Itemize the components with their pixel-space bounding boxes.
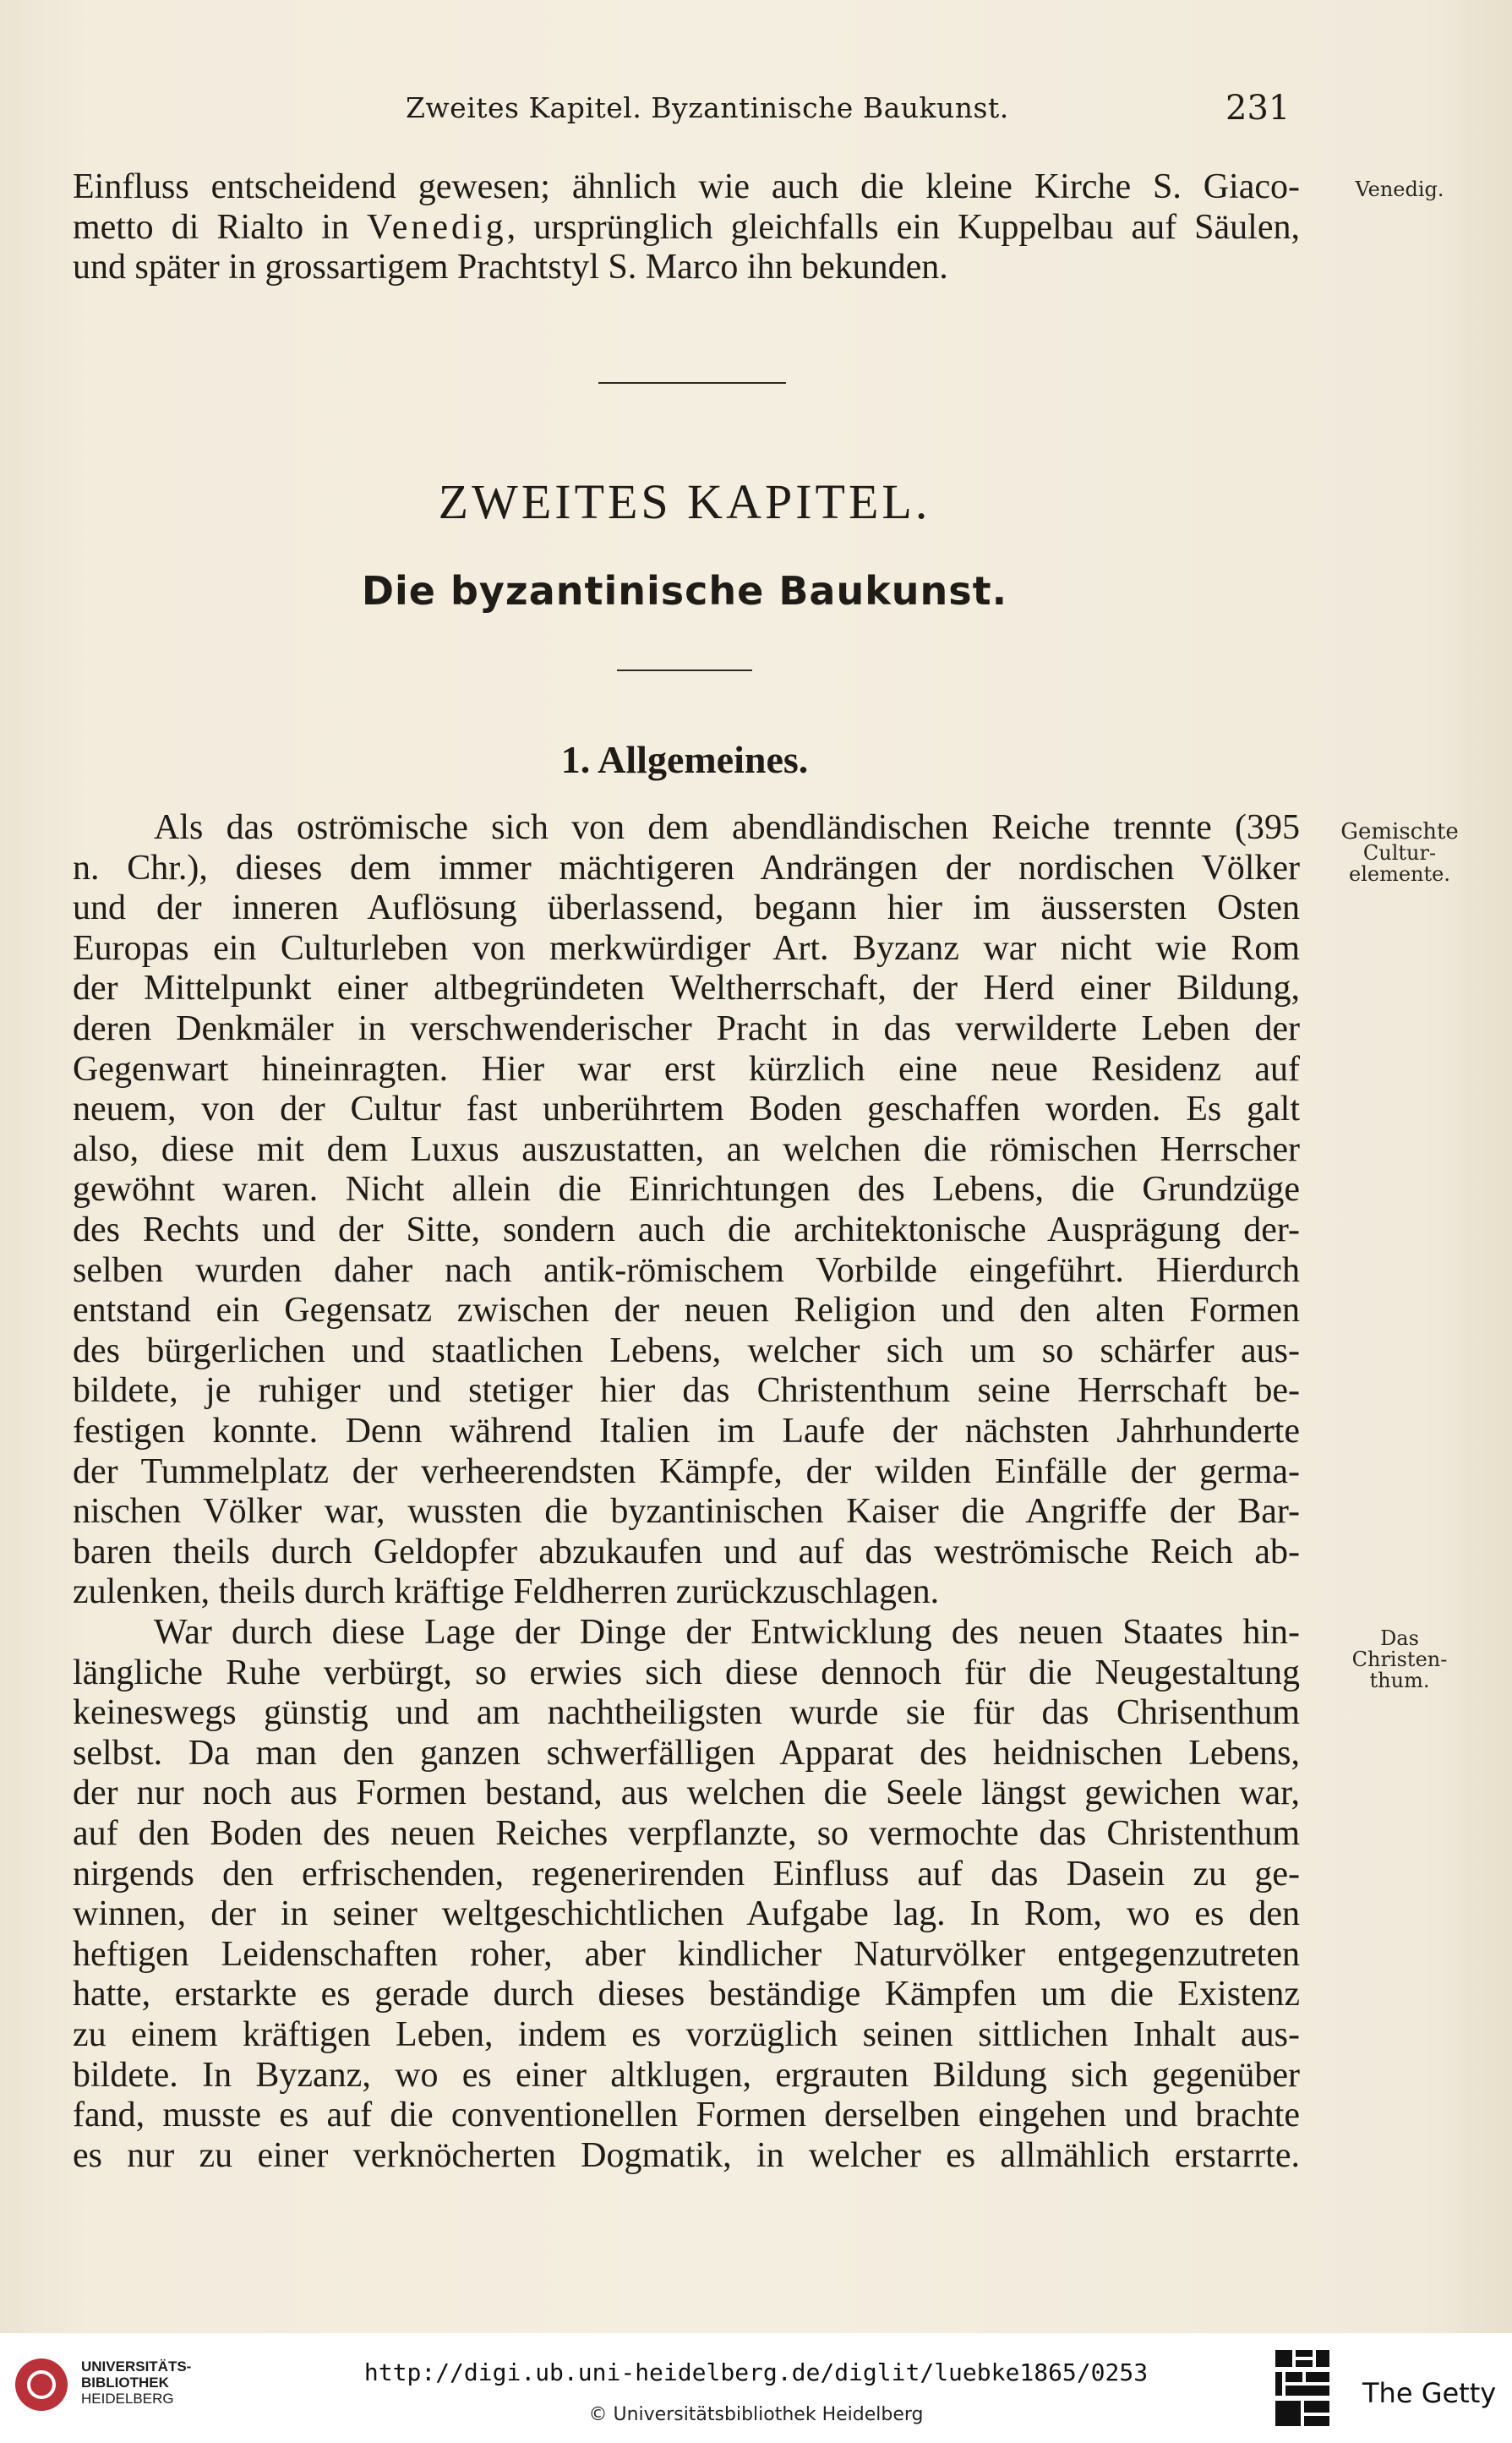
text-line: der Mittelpunkt einer altbegründeten Weltherrschaft, der Herd einer Bildung, [73, 969, 1300, 1008]
text-line: Europas ein Culturleben von merkwürdiger Art. Byzanz war nicht wie Rom [73, 928, 1300, 968]
margin-note-venedig: Venedig. [1355, 178, 1444, 201]
library-name: UNIVERSITÄTS- BIBLIOTHEK HEIDELBERG [81, 2358, 192, 2407]
getty-logo-icon [1272, 2347, 1333, 2431]
text-line: auf den Boden des neuen Reiches verpflanzte, so vermochte das Christenthum [73, 1813, 1300, 1853]
text-line: deren Denkmäler in verschwenderischer Pracht in das verwilderte Leben der [73, 1008, 1300, 1048]
text-line: selbst. Da man den ganzen schwerfälligen Apparat des heidnischen Lebens, [73, 1733, 1300, 1773]
section-heading: 1. Allgemeines. [560, 738, 809, 781]
chapter-title: ZWEITES KAPITEL. [438, 474, 931, 529]
copyright-notice: © Universitätsbibliothek Heidelberg [588, 2404, 924, 2425]
text-line: n. Chr.), dieses dem immer mächtigeren Andrängen der nordischen Völker [73, 848, 1300, 888]
text-line: bildete. In Byzanz, wo es einer altklugen, ergrauten Bildung sich gegenüber [73, 2055, 1300, 2095]
margin-note-gemischte: Gemischte Cultur- elemente. [1340, 819, 1459, 886]
text-line: gewöhnt waren. Nicht allein die Einrichtungen des Lebens, die Grundzüge [73, 1170, 1300, 1210]
text-line: winnen, der in seiner weltgeschichtlichen Aufgabe lag. In Rom, wo es den [73, 1894, 1300, 1934]
text-line: des Rechts und der Sitte, sondern auch die architektonische Ausprägung der- [73, 1210, 1300, 1249]
text-line: hatte, erstarkte es gerade durch dieses beständige Kämpfen um die Existenz [73, 1975, 1300, 2014]
text-line: zu einem kräftigen Leben, indem es vorzüglich seinen sittlichen Inhalt aus- [73, 2014, 1300, 2054]
text-line: heftigen Leidenschaften roher, aber kindlicher Naturvölker entgegenzutreten [73, 1934, 1300, 1974]
chapter-subtitle: Die byzantinische Baukunst. [361, 568, 1008, 614]
text-line: neuem, von der Cultur fast unberührtem Boden geschaffen worden. Es galt [73, 1090, 1300, 1129]
text-line: längliche Ruhe verbürgt, so erwies sich diese dennoch für die Neugestaltung [73, 1653, 1300, 1692]
place-name-venedig: Venedig [367, 207, 507, 247]
text-line: selben wurden daher nach antik-römischem Vorbilde eingeführt. Hierdurch [73, 1250, 1300, 1290]
text-line: festigen konnte. Denn während Italien im Laufe der nächsten Jahrhunderte [73, 1411, 1300, 1451]
divider-rule [598, 382, 786, 384]
text-line: Als das oströmische sich von dem abendländischen Reiche trennte (395 [154, 808, 1300, 847]
paragraph-2 [73, 1613, 1300, 2176]
text-line: War durch diese Lage der Dinge der Entwicklung des neuen Staates hin- [154, 1613, 1300, 1652]
text-line: Gegenwart hineinragten. Hier war erst kürzlich eine neue Residenz auf [73, 1049, 1300, 1089]
text-line: zulenken, theils durch kräftige Feldherren zurückzuschlagen. [73, 1572, 940, 1612]
text-line: metto di Rialto in Venedig, ursprünglich gleichfalls ein Kuppelbau auf Säulen, [73, 207, 1300, 247]
text-line: also, diese mit dem Luxus auszustatten, an welchen die römischen Herrscher [73, 1129, 1300, 1169]
text-line: es nur zu einer verknöcherten Dogmatik, in welcher es allmählich erstarrte. [73, 2135, 1300, 2175]
text-line: entstand ein Gegensatz zwischen der neuen Religion und den alten Formen [73, 1291, 1300, 1331]
text-line: bildete, je ruhiger und stetiger hier das Christenthum seine Herrschaft be- [73, 1371, 1300, 1411]
footer-bar [0, 2333, 1512, 2443]
text-line: der Tummelplatz der verheerendsten Kämpfe, der wilden Einfälle der germa- [73, 1451, 1300, 1491]
text-line: keineswegs günstig und am nachtheiligsten wurde sie für das Chrisenthum [73, 1693, 1300, 1733]
text-line: nirgends den erfrischenden, regenerirenden Einfluss auf das Dasein zu ge- [73, 1854, 1300, 1894]
intro-paragraph [73, 167, 1300, 288]
margin-note-christenthum: Das Christen- thum. [1351, 1626, 1448, 1692]
text-line: nischen Völker war, wussten die byzantinischen Kaiser die Angriffe der Bar- [73, 1492, 1300, 1532]
text-line: des bürgerlichen und staatlichen Lebens, welcher sich um so schärfer aus- [73, 1331, 1300, 1370]
text-line: und der inneren Auflösung überlassend, begann hier im äussersten Osten [73, 888, 1300, 928]
getty-name: The Getty [1362, 2377, 1497, 2409]
text-line: fand, musste es auf die conventionellen Formen derselben eingehen und brachte [73, 2096, 1300, 2135]
text-line: baren theils durch Geldopfer abzukaufen und auf das weströmische Reich ab- [73, 1532, 1300, 1571]
divider-rule [617, 670, 752, 671]
running-head: Zweites Kapitel. Byzantinische Baukunst. [406, 91, 1009, 124]
text-line: der nur noch aus Formen bestand, aus welchen die Seele längst gewichen war, [73, 1773, 1300, 1813]
permalink-url[interactable]: http://digi.ub.uni-heidelberg.de/diglit/luebke1865/0253 [363, 2358, 1149, 2386]
text-line: Einfluss entscheidend gewesen; ähnlich wie auch die kleine Kirche S. Giaco- [73, 167, 1300, 206]
text-line: und später in grossartigem Prachtstyl S. Marco ihn bekunden. [73, 248, 948, 287]
paragraph-1 [73, 808, 1300, 1613]
page-number: 231 [1225, 89, 1291, 128]
